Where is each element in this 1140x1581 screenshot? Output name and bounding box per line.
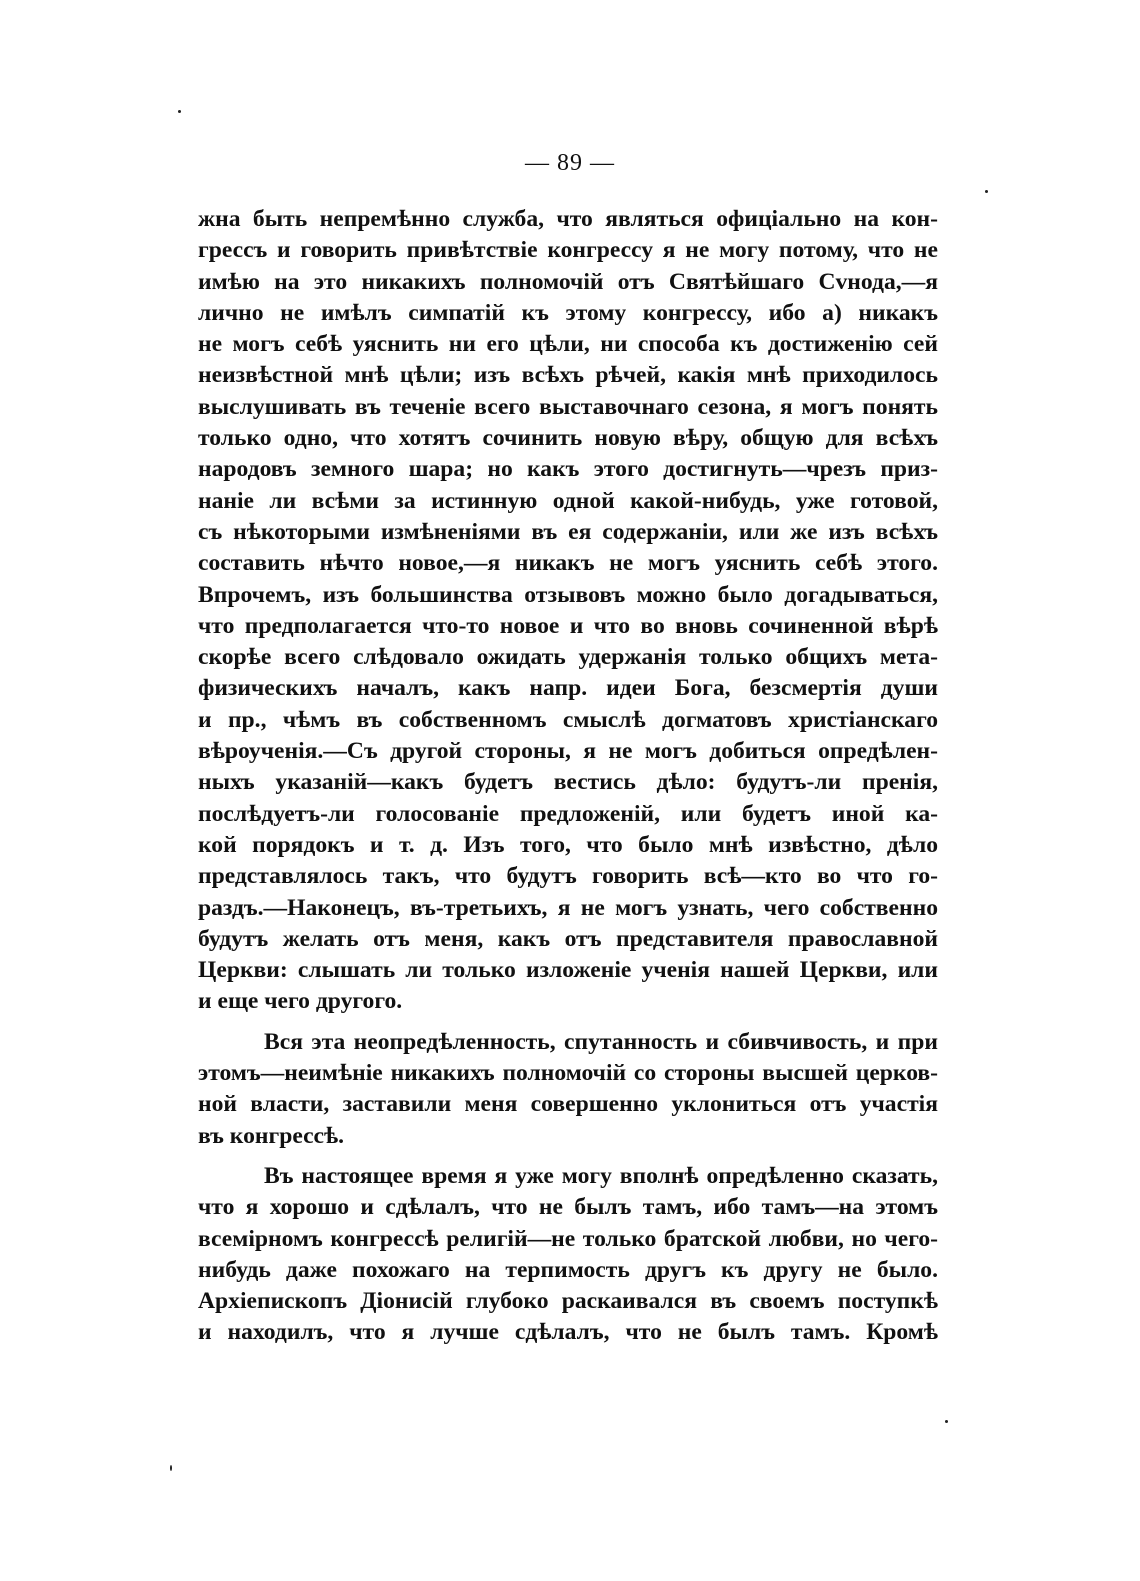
- text-line: что предполагается что-то новое и что во вновь сочиненной вѣрѣ: [198, 612, 938, 639]
- text-line: вѣроученія.—Съ другой стороны, я не могъ добиться опредѣлен-: [198, 738, 938, 765]
- text-line: будутъ желать отъ меня, какъ отъ представителя православной: [198, 925, 938, 952]
- text-line: и находилъ, что я лучше сдѣлалъ, что не былъ тамъ. Кромѣ: [198, 1319, 938, 1346]
- text-line: народовъ земного шара; но какъ этого достигнуть—чрезъ приз-: [198, 456, 938, 483]
- text-line: неизвѣстной мнѣ цѣли; изъ всѣхъ рѣчей, какія мнѣ приходилось: [198, 362, 938, 389]
- text-line: жна быть непремѣнно служба, что являться офиціально на кон-: [198, 206, 938, 232]
- text-line: съ нѣкоторыми измѣненіями въ ея содержаніи, или же изъ всѣхъ: [198, 518, 938, 545]
- text-line: Архіепископъ Діонисій глубоко раскаивался въ своемъ поступкѣ: [198, 1288, 938, 1315]
- text-line: только одно, что хотятъ сочинить новую вѣру, общую для всѣхъ: [198, 425, 938, 452]
- text-line: нибудь даже похожаго на терпимость другъ къ другу не было.: [198, 1256, 938, 1283]
- print-speck: [170, 1465, 172, 1471]
- text-line: не могъ себѣ уяснить ни его цѣли, ни способа къ достиженію сей: [198, 331, 938, 358]
- text-line: раздъ.—Наконецъ, въ-третьихъ, я не могъ узнать, чего собственно: [198, 894, 938, 921]
- text-line: лично не имѣлъ симпатій къ этому конгрессу, ибо а) никакъ: [198, 299, 938, 326]
- text-line: наніе ли всѣми за истинную одной какой-нибудь, уже готовой,: [198, 487, 938, 514]
- paragraph-gap: [198, 1018, 938, 1027]
- text-line: Въ настоящее время я уже могу вполнѣ опредѣленно сказать,: [264, 1162, 938, 1189]
- print-speck: [945, 1420, 948, 1423]
- paragraph-gap: [198, 1152, 938, 1161]
- text-line: всемірномъ конгрессѣ религій—не только братской любви, но чего-: [198, 1225, 938, 1252]
- page-number: — 89 —: [525, 150, 615, 176]
- text-line: грессъ и говорить привѣтствіе конгрессу я не могу потому, что не: [198, 237, 938, 264]
- text-line: что я хорошо и сдѣлалъ, что не былъ тамъ, ибо тамъ—на этомъ: [198, 1194, 938, 1221]
- text-line: имѣю на это никакихъ полномочій отъ Святѣйшаго Сvнода,—я: [198, 268, 938, 295]
- text-line: выслушивать въ теченіе всего выставочнаго сезона, я могъ понять: [198, 393, 938, 420]
- text-line: Впрочемъ, изъ большинства отзывовъ можно было догадываться,: [198, 581, 938, 608]
- text-line: этомъ—неимѣніе никакихъ полномочій со стороны высшей церков-: [198, 1060, 938, 1087]
- body-text: [198, 204, 938, 1349]
- text-line: Церкви: слышать ли только изложеніе ученія нашей Церкви, или: [198, 957, 938, 984]
- text-line: скорѣе всего слѣдовало ожидать удержанія только общихъ мета-: [198, 644, 938, 671]
- text-line: составить нѣчто новое,—я никакъ не могъ уяснить себѣ этого.: [198, 550, 938, 577]
- paragraph: [198, 1161, 938, 1349]
- text-line: кой порядокъ и т. д. Изъ того, что было мнѣ извѣстно, дѣло: [198, 831, 938, 858]
- text-line: ныхъ указаній—какъ будетъ вестись дѣло: будутъ-ли пренія,: [198, 769, 938, 796]
- text-line: Вся эта неопредѣленность, спутанность и сбивчивость, и при: [264, 1028, 938, 1055]
- text-line: послѣдуетъ-ли голосованіе предложеній, или будетъ иной ка-: [198, 800, 938, 827]
- text-line: и пр., чѣмъ въ собственномъ смыслѣ догматовъ христіанскаго: [198, 706, 938, 733]
- text-line: представлялось такъ, что будутъ говорить всѣ—кто во что го-: [198, 863, 938, 890]
- paragraph: [198, 204, 938, 1018]
- paragraph: [198, 1027, 938, 1152]
- print-speck: [178, 110, 181, 113]
- text-line: ной власти, заставили меня совершенно уклониться отъ участія: [198, 1091, 938, 1118]
- text-line: въ конгрессѣ.: [198, 1122, 345, 1149]
- text-line: физическихъ началъ, какъ напр. идеи Бога, безсмертія души: [198, 675, 938, 702]
- text-line: и еще чего другого.: [198, 988, 403, 1015]
- print-speck: [985, 190, 988, 193]
